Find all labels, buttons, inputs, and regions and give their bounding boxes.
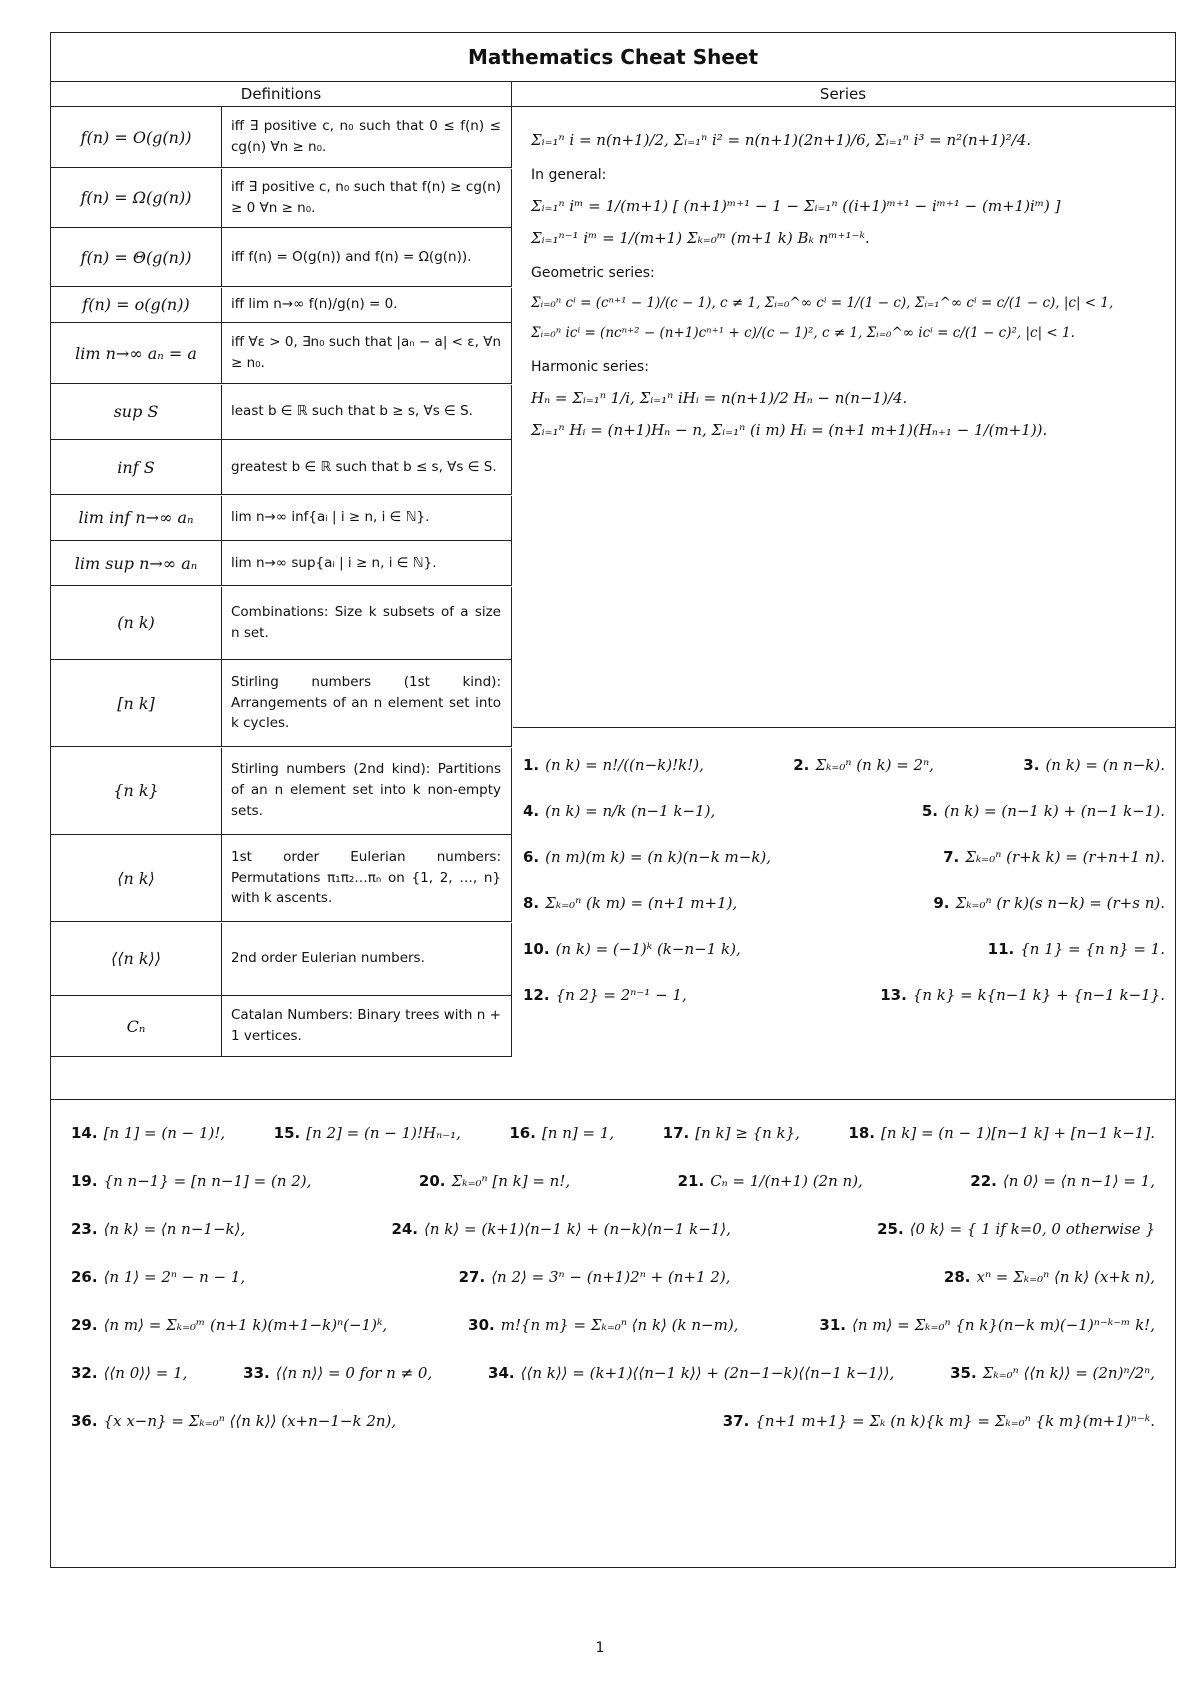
definition-description: Combinations: Size k subsets of a size n set. xyxy=(231,603,501,641)
definition-term: lim sup n→∞ aₙ xyxy=(51,541,222,585)
identity-number: 9. xyxy=(933,894,950,912)
identity-formula: (n k) = (−1)ᵏ (k−n−1 k), xyxy=(555,940,741,958)
identity-number: 17. xyxy=(662,1124,690,1142)
definition-term: lim n→∞ aₙ = a xyxy=(51,323,222,383)
definition-description: 1st order Eulerian numbers: Permutations π₁π₂…πₙ on {1, 2, …, n} with k ascents. xyxy=(231,848,501,907)
identity-row xyxy=(523,848,1165,866)
definition-term: f(n) = Ω(g(n)) xyxy=(51,169,222,227)
geometric-label: Geometric series: xyxy=(531,265,655,281)
identity xyxy=(933,894,1165,912)
identity-formula: Σₖ₌₀ⁿ (k m) = (n+1 m+1), xyxy=(545,894,738,912)
identity xyxy=(523,756,704,774)
definition-row xyxy=(51,107,512,168)
identity-number: 23. xyxy=(71,1220,98,1238)
definition-term: {n k} xyxy=(51,748,222,834)
identity-number: 35. xyxy=(950,1364,977,1382)
identity xyxy=(943,848,1165,866)
identity-number: 25. xyxy=(877,1220,904,1238)
identity-number: 36. xyxy=(71,1412,98,1430)
identity-formula: (n k) = n!/((n−k)!k!), xyxy=(545,756,704,774)
page-number: 1 xyxy=(595,1640,605,1656)
identity xyxy=(1023,756,1165,774)
identity-number: 3. xyxy=(1023,756,1040,774)
identity-formula: [n 2] = (n − 1)!Hₙ₋₁, xyxy=(306,1124,461,1142)
definition-description: iff ∃ positive c, n₀ such that f(n) ≥ cg(n) ≥ 0 ∀n ≥ n₀. xyxy=(231,178,501,216)
identity-row xyxy=(71,1220,1155,1238)
identity xyxy=(848,1124,1155,1142)
identity xyxy=(922,802,1165,820)
identity-number: 32. xyxy=(71,1364,98,1382)
definition-term: ⟨⟨n k⟩⟩ xyxy=(51,923,222,995)
identity-row xyxy=(523,940,1165,958)
identity-formula: ⟨n m⟩ = Σₖ₌₀ᵐ (n+1 k)(m+1−k)ⁿ(−1)ᵏ, xyxy=(103,1316,388,1334)
definition-term: [n k] xyxy=(51,660,222,746)
identity-formula: m!{n m} = Σₖ₌₀ⁿ ⟨n k⟩ (k n−m), xyxy=(500,1316,739,1334)
definition-row xyxy=(51,169,512,228)
identity xyxy=(988,940,1165,958)
general-formula-1: Σᵢ₌₁ⁿ iᵐ = 1/(m+1) [ (n+1)ᵐ⁺¹ − 1 − Σᵢ₌₁ⁿ ((i+1)ᵐ⁺¹ − iᵐ⁺¹ − (m+1)iᵐ) ] xyxy=(531,197,1061,215)
definition-row xyxy=(51,496,512,541)
identity-formula: Σₖ₌₀ⁿ (r k)(s n−k) = (r+s n). xyxy=(955,894,1165,912)
identity-formula: Σₖ₌₀ⁿ [n k] = n!, xyxy=(451,1172,571,1190)
identity-number: 7. xyxy=(943,848,960,866)
identity-number: 8. xyxy=(523,894,540,912)
identity-formula: (n k) = (n n−k). xyxy=(1045,756,1165,774)
identity xyxy=(71,1412,396,1430)
definition-description: iff f(n) = O(g(n)) and f(n) = Ω(g(n)). xyxy=(231,248,472,265)
identity-row xyxy=(523,756,1165,774)
identity-number: 22. xyxy=(970,1172,997,1190)
identity-formula: (n k) = n/k (n−1 k−1), xyxy=(545,802,716,820)
identity-row xyxy=(71,1172,1155,1190)
identity-row xyxy=(71,1364,1155,1382)
definition-term: f(n) = Θ(g(n)) xyxy=(51,228,222,286)
identity-formula: ⟨0 k⟩ = { 1 if k=0, 0 otherwise } xyxy=(909,1220,1155,1238)
identity-formula: ⟨n 0⟩ = ⟨n n−1⟩ = 1, xyxy=(1002,1172,1155,1190)
harmonic-formula-2: Σᵢ₌₁ⁿ Hᵢ = (n+1)Hₙ − n, Σᵢ₌₁ⁿ (i m) Hᵢ = (n+1 m+1)(Hₙ₊₁ − 1/(m+1)). xyxy=(531,421,1048,439)
identity-number: 2. xyxy=(793,756,810,774)
identity-formula: Σₖ₌₀ⁿ (r+k k) = (r+n+1 n). xyxy=(965,848,1165,866)
identity-formula: ⟨n m⟩ = Σₖ₌₀ⁿ {n k}(n−k m)(−1)ⁿ⁻ᵏ⁻ᵐ k!, xyxy=(851,1316,1155,1334)
identity-number: 13. xyxy=(880,986,907,1004)
definition-description: lim n→∞ inf{aᵢ | i ≥ n, i ∈ ℕ}. xyxy=(231,509,430,526)
identity xyxy=(523,940,741,958)
identity-number: 26. xyxy=(71,1268,98,1286)
geometric-formula-1: Σᵢ₌₀ⁿ cⁱ = (cⁿ⁺¹ − 1)/(c − 1), c ≠ 1, Σᵢ₌₀^∞ cⁱ = 1/(1 − c), Σᵢ₌₁^∞ cⁱ = c/(1 − c), |c| < 1, xyxy=(531,295,1114,311)
identity xyxy=(419,1172,570,1190)
identity-formula: {n+1 m+1} = Σₖ (n k){k m} = Σₖ₌₀ⁿ {k m}(m+1)ⁿ⁻ᵏ. xyxy=(755,1412,1155,1430)
definition-row xyxy=(51,587,512,660)
identity xyxy=(663,1124,800,1142)
definition-description: least b ∈ ℝ such that b ≥ s, ∀s ∈ S. xyxy=(231,403,473,420)
identity-formula: [n k] ≥ {n k}, xyxy=(695,1124,800,1142)
identity xyxy=(71,1220,245,1238)
identity xyxy=(950,1364,1155,1382)
identity-formula: {n k} = k{n−1 k} + {n−1 k−1}. xyxy=(912,986,1165,1004)
identity-formula: {n 2} = 2ⁿ⁻¹ − 1, xyxy=(555,986,687,1004)
definition-row xyxy=(51,288,512,323)
cheat-sheet xyxy=(50,32,1176,1568)
identity xyxy=(880,986,1165,1004)
identity-number: 16. xyxy=(509,1124,536,1142)
definition-term: sup S xyxy=(51,385,222,439)
identity-number: 24. xyxy=(391,1220,419,1238)
identity xyxy=(970,1172,1155,1190)
identity xyxy=(678,1172,863,1190)
identity-row xyxy=(523,802,1165,820)
identity-formula: ⟨n 1⟩ = 2ⁿ − n − 1, xyxy=(103,1268,246,1286)
definition-term: (n k) xyxy=(51,587,222,659)
identity-formula: (n m)(m k) = (n k)(n−k m−k), xyxy=(545,848,772,866)
identity-number: 21. xyxy=(677,1172,705,1190)
identity xyxy=(523,802,715,820)
identity xyxy=(71,1268,245,1286)
power-sums: Σᵢ₌₁ⁿ i = n(n+1)/2, Σᵢ₌₁ⁿ i² = n(n+1)(2n+1)/6, Σᵢ₌₁ⁿ i³ = n²(n+1)²/4. xyxy=(531,131,1032,149)
identity-formula: Σₖ₌₀ⁿ (n k) = 2ⁿ, xyxy=(815,756,934,774)
definitions-header: Definitions xyxy=(51,81,512,107)
identity xyxy=(71,1124,225,1142)
identity xyxy=(819,1316,1155,1334)
identity-number: 5. xyxy=(921,802,939,820)
identity-number: 33. xyxy=(243,1364,270,1382)
identity-formula: {x x−n} = Σₖ₌₀ⁿ ⟨⟨n k⟩⟩ (x+n−1−k 2n), xyxy=(103,1412,397,1430)
identity-formula: ⟨⟨n n⟩⟩ = 0 for n ≠ 0, xyxy=(275,1364,433,1382)
identity xyxy=(274,1124,461,1142)
definition-description: Catalan Numbers: Binary trees with n + 1 vertices. xyxy=(231,1007,501,1044)
identity xyxy=(71,1364,187,1382)
identity xyxy=(523,894,737,912)
definition-term: Cₙ xyxy=(51,996,222,1056)
identities-right xyxy=(513,727,1175,1099)
identity-number: 29. xyxy=(71,1316,98,1334)
identity-formula: ⟨n k⟩ = ⟨n n−1−k⟩, xyxy=(103,1220,246,1238)
identity-number: 27. xyxy=(458,1268,486,1286)
identity xyxy=(523,986,687,1004)
definition-description: Stirling numbers (1st kind): Arrangements of an n element set into k cycles. xyxy=(231,673,501,732)
identity-number: 34. xyxy=(488,1364,515,1382)
definition-description: lim n→∞ sup{aᵢ | i ≥ n, i ∈ ℕ}. xyxy=(231,554,437,571)
identity-number: 14. xyxy=(71,1124,98,1142)
identity-formula: Cₙ = 1/(n+1) (2n n), xyxy=(710,1172,863,1190)
definition-row xyxy=(51,323,512,384)
identity xyxy=(944,1268,1155,1286)
definition-row xyxy=(51,385,512,440)
definition-description: iff ∃ positive c, n₀ such that 0 ≤ f(n) ≤ cg(n) ∀n ≥ n₀. xyxy=(231,118,501,155)
identity-formula: {n 1} = {n n} = 1. xyxy=(1020,940,1165,958)
identity xyxy=(459,1268,731,1286)
definition-row xyxy=(51,660,512,747)
identity-formula: [n n] = 1, xyxy=(541,1124,615,1142)
identity-row xyxy=(71,1316,1155,1334)
identity xyxy=(723,1412,1155,1430)
identity-number: 12. xyxy=(523,986,550,1004)
harmonic-formula-1: Hₙ = Σᵢ₌₁ⁿ 1/i, Σᵢ₌₁ⁿ iHᵢ = n(n+1)/2 Hₙ − n(n−1)/4. xyxy=(531,389,908,407)
geometric-formula-2: Σᵢ₌₀ⁿ icⁱ = (ncⁿ⁺² − (n+1)cⁿ⁺¹ + c)/(c − 1)², c ≠ 1, Σᵢ₌₀^∞ icⁱ = c/(1 − c)², |c| < 1. xyxy=(531,325,1075,341)
identity-formula: [n 1] = (n − 1)!, xyxy=(103,1124,226,1142)
identity-formula: (n k) = (n−1 k) + (n−1 k−1). xyxy=(944,802,1165,820)
definition-row xyxy=(51,541,512,586)
identity-number: 31. xyxy=(819,1316,846,1334)
identity xyxy=(509,1124,614,1142)
definition-description: greatest b ∈ ℝ such that b ≤ s, ∀s ∈ S. xyxy=(231,458,497,475)
definition-term: inf S xyxy=(51,440,222,494)
identity-formula: xⁿ = Σₖ₌₀ⁿ ⟨n k⟩ (x+k n), xyxy=(976,1268,1155,1286)
identity-row xyxy=(71,1124,1155,1142)
identity-row xyxy=(523,986,1165,1004)
identity xyxy=(243,1364,432,1382)
identity-formula: ⟨⟨n k⟩⟩ = (k+1)⟨⟨n−1 k⟩⟩ + (2n−1−k)⟨⟨n−1 k−1⟩⟩, xyxy=(520,1364,895,1382)
definition-row xyxy=(51,440,512,495)
identity xyxy=(523,848,771,866)
definition-description: iff ∀ε > 0, ∃n₀ such that |aₙ − a| < ε, ∀n ≥ n₀. xyxy=(231,334,501,371)
identity-number: 4. xyxy=(523,802,540,820)
identity-row xyxy=(523,894,1165,912)
identity xyxy=(877,1220,1155,1238)
identity-number: 18. xyxy=(848,1124,875,1142)
definition-term: ⟨n k⟩ xyxy=(51,835,222,921)
page-title: Mathematics Cheat Sheet xyxy=(51,33,1175,82)
definition-term: lim inf n→∞ aₙ xyxy=(51,496,222,540)
identity-number: 15. xyxy=(273,1124,301,1142)
general-label: In general: xyxy=(531,167,607,183)
definition-description: 2nd order Eulerian numbers. xyxy=(231,950,425,967)
definition-term: f(n) = o(g(n)) xyxy=(51,288,222,322)
identity xyxy=(793,756,934,774)
identity xyxy=(71,1172,311,1190)
identity-formula: {n n−1} = [n n−1] = (n 2), xyxy=(103,1172,312,1190)
definition-term: f(n) = O(g(n)) xyxy=(51,107,222,167)
identity-number: 28. xyxy=(943,1268,971,1286)
identity-number: 6. xyxy=(523,848,540,866)
identity-formula: ⟨n 2⟩ = 3ⁿ − (n+1)2ⁿ + (n+1 2), xyxy=(491,1268,731,1286)
identity xyxy=(488,1364,894,1382)
identity-row xyxy=(71,1412,1155,1430)
identity xyxy=(468,1316,738,1334)
series-section xyxy=(513,107,1175,727)
definition-row xyxy=(51,748,512,835)
identity-number: 37. xyxy=(722,1412,750,1430)
identity-number: 1. xyxy=(523,756,540,774)
identity-number: 11. xyxy=(987,940,1015,958)
identity xyxy=(391,1220,731,1238)
definition-row xyxy=(51,835,512,922)
identity-formula: ⟨n k⟩ = (k+1)⟨n−1 k⟩ + (n−k)⟨n−1 k−1⟩, xyxy=(424,1220,731,1238)
harmonic-label: Harmonic series: xyxy=(531,359,649,375)
identity-number: 10. xyxy=(523,940,550,958)
identity-formula: Σₖ₌₀ⁿ ⟨⟨n k⟩⟩ = (2n)ⁿ/2ⁿ, xyxy=(982,1364,1155,1382)
identity-formula: [n k] = (n − 1)[n−1 k] + [n−1 k−1]. xyxy=(880,1124,1155,1142)
identity-formula: ⟨⟨n 0⟩⟩ = 1, xyxy=(103,1364,188,1382)
identity-row xyxy=(71,1268,1155,1286)
identities-bottom xyxy=(51,1099,1175,1567)
definition-description: iff lim n→∞ f(n)/g(n) = 0. xyxy=(231,296,398,313)
definition-row xyxy=(51,228,512,287)
definition-description: Stirling numbers (2nd kind): Partitions of an n element set into k non-empty sets. xyxy=(231,761,501,819)
identity-number: 20. xyxy=(418,1172,446,1190)
definition-row xyxy=(51,996,512,1057)
definition-row xyxy=(51,923,512,996)
series-header: Series xyxy=(511,81,1175,107)
identity-number: 30. xyxy=(468,1316,495,1334)
identity xyxy=(71,1316,387,1334)
identity-number: 19. xyxy=(71,1172,98,1190)
general-formula-2: Σᵢ₌₁ⁿ⁻¹ iᵐ = 1/(m+1) Σₖ₌₀ᵐ (m+1 k) Bₖ nᵐ⁺¹⁻ᵏ. xyxy=(531,229,870,247)
